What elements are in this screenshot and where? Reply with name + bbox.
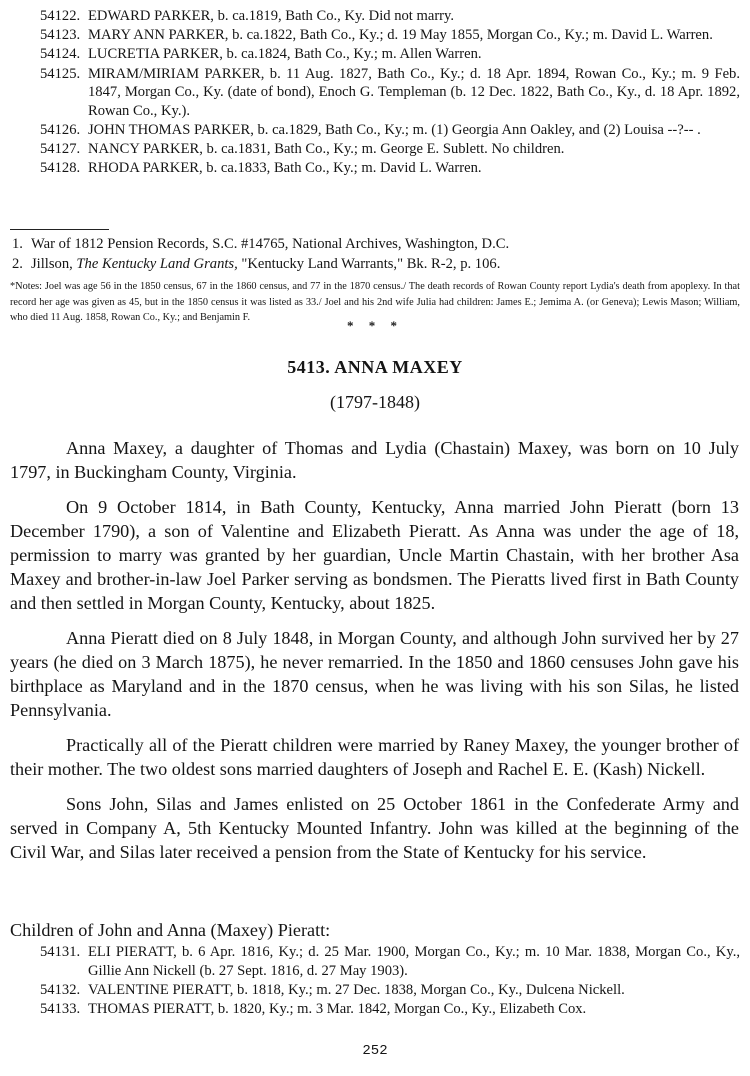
- entry-text: NANCY PARKER, b. ca.1831, Bath Co., Ky.; m. George E. Sublett. No children.: [88, 141, 565, 158]
- body-text: [10, 436, 739, 875]
- entry-number: 54126.: [40, 121, 81, 138]
- footnote-divider: [10, 229, 109, 230]
- entry-text: EDWARD PARKER, b. ca.1819, Bath Co., Ky. Did not marry.: [88, 8, 455, 24]
- list-item: [40, 121, 740, 140]
- entry-number: 54122.: [40, 8, 81, 24]
- entry-text: LUCRETIA PARKER, b. ca.1824, Bath Co., Ky.; m. Allen Warren.: [88, 46, 482, 63]
- entry-text: ELI PIERATT, b. 6 Apr. 1816, Ky.; d. 25 Mar. 1900, Morgan Co., Ky.; m. 10 Mar. 1838, Morgan Co., Ky., Gillie Ann Nickell (b. 27 Sept. 1816, d. 27 May 1903).: [88, 944, 740, 979]
- list-item: [40, 26, 740, 45]
- paragraph: Sons John, Silas and James enlisted on 25 October 1861 in the Confederate Army and served in Company A, 5th Kentucky Mounted Infantry. John was killed at the beginning of the Civil War, and Silas later received a pension from the State of Kentucky for his service.: [10, 794, 739, 862]
- paragraph: On 9 October 1814, in Bath County, Kentucky, Anna married John Pieratt (born 13 December 1790), a son of Valentine and Elizabeth Pieratt. As Anna was under the age of 18, permission to marry was granted by her guardian, Uncle Martin Chastain, with her brother Asa Maxey and brother-in-law Joel Parker serving as bondsmen. The Pieratts lived first in Bath County and then settled in Morgan County, Kentucky, about 1825.: [10, 497, 739, 613]
- section-title: 5413. ANNA MAXEY: [287, 357, 463, 377]
- footnote: [12, 254, 740, 274]
- paragraph: Anna Pieratt died on 8 July 1848, in Morgan County, and although John survived her by 27 years (he died on 3 March 1875), he never remarried. In the 1850 and 1860 censuses John gave his birthplace as Maryland and in the 1870 census, when he was living with his son Silas, he listed Pennsylvania.: [10, 628, 739, 720]
- list-item: [40, 7, 740, 26]
- footnote-text: War of 1812 Pension Records, S.C. #14765, National Archives, Washington, D.C.: [31, 236, 510, 252]
- children-list: [40, 943, 740, 1019]
- footnote-text: Jillson,: [31, 256, 77, 272]
- entry-text: VALENTINE PIERATT, b. 1818, Ky.; m. 27 Dec. 1838, Morgan Co., Ky., Dulcena Nickell.: [88, 981, 625, 998]
- entry-number: 54127.: [40, 141, 81, 158]
- list-item: [40, 159, 740, 178]
- entry-text: MARY ANN PARKER, b. ca.1822, Bath Co., Ky.; d. 19 May 1855, Morgan Co., Ky.; m. David L. Warren.: [88, 27, 713, 44]
- entry-number: 54132.: [40, 981, 81, 998]
- entry-number: 54125.: [40, 65, 81, 82]
- page-number: 252: [362, 1043, 388, 1059]
- paragraph: Anna Maxey, a daughter of Thomas and Lydia (Chastain) Maxey, was born on 10 July 1797, in Buckingham County, Virginia.: [10, 438, 739, 482]
- footnote-number: 2.: [12, 256, 23, 272]
- children-heading: Children of John and Anna (Maxey) Pieratt:: [10, 920, 331, 940]
- notes-paragraph: *Notes: Joel was age 56 in the 1850 census, 67 in the 1860 census, and 77 in the 1870 census./ The death records of Rowan County report Lydia's death from apoplexy. In that record her age was given as 45, but in the 1850 census it was listed as 33./ Joel and his 2nd wife Julia had children: James E.; Jemima A. (or Geneva); Lewis Mason; William, who died 11 Aug. 1858, Rowan Co., Ky.; and Benjamin F.: [10, 281, 740, 323]
- entry-text: THOMAS PIERATT, b. 1820, Ky.; m. 3 Mar. 1842, Morgan Co., Ky., Elizabeth Cox.: [88, 1000, 587, 1017]
- entry-number: 54131.: [40, 944, 81, 960]
- entry-list: [40, 7, 740, 179]
- footnote: [12, 234, 740, 254]
- list-item: [40, 943, 740, 980]
- list-item: [40, 981, 740, 1000]
- list-item: [40, 45, 740, 64]
- entry-number: 54133.: [40, 1000, 81, 1017]
- section-dates: (1797-1848): [330, 392, 420, 412]
- list-item: [40, 65, 740, 121]
- list-item: [40, 140, 740, 159]
- paragraph: Practically all of the Pieratt children were married by Raney Maxey, the younger brother of their mother. The two oldest sons married daughters of Joseph and Rachel E. E. (Kash) Nickell.: [10, 735, 739, 779]
- section-separator: * * *: [347, 318, 403, 333]
- entry-text: MIRAM/MIRIAM PARKER, b. 11 Aug. 1827, Bath Co., Ky.; d. 18 Apr. 1894, Rowan Co., Ky.; m. 9 Feb. 1847, Morgan Co., Ky. (date of bond), Enoch G. Templeman (b. 12 Dec. 1822, Bath Co., Ky., d. 18 Apr. 1892, Rowan Co., Ky.).: [88, 65, 740, 119]
- entry-text: JOHN THOMAS PARKER, b. ca.1829, Bath Co., Ky.; m. (1) Georgia Ann Oakley, and (2) Louisa --?-- .: [88, 121, 701, 138]
- entry-number: 54124.: [40, 46, 81, 63]
- list-item: [40, 1000, 740, 1019]
- footnote-title: The Kentucky Land Grants,: [76, 256, 238, 272]
- footnote-text-end: "Kentucky Land Warrants," Bk. R-2, p. 106.: [237, 256, 501, 272]
- footnote-list: [12, 234, 740, 274]
- entry-number: 54123.: [40, 27, 81, 44]
- entry-number: 54128.: [40, 160, 81, 177]
- footnote-number: 1.: [12, 236, 23, 252]
- entry-text: RHODA PARKER, b. ca.1833, Bath Co., Ky.; m. David L. Warren.: [88, 160, 482, 177]
